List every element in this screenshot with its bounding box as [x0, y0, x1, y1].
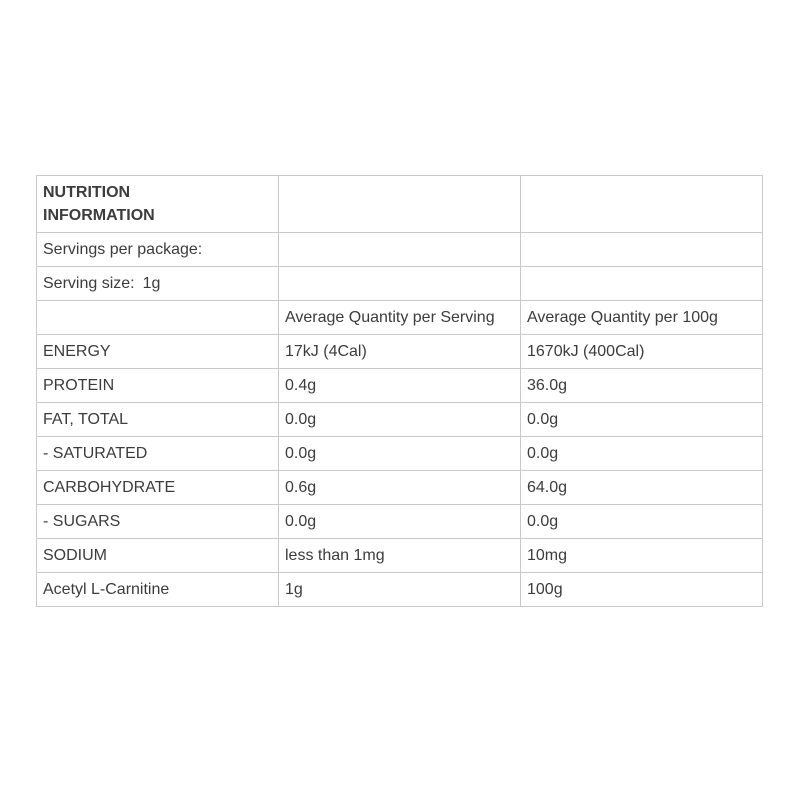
serving-size-row — [37, 267, 763, 301]
empty-cell — [279, 233, 521, 267]
value-per-serving: 0.0g — [279, 403, 521, 437]
table-row — [37, 505, 763, 539]
value-per-100g: 64.0g — [521, 471, 763, 505]
value-per-100g: 36.0g — [521, 369, 763, 403]
empty-cell — [521, 233, 763, 267]
empty-cell — [37, 301, 279, 335]
header-per-100g: Average Quantity per 100g — [521, 301, 763, 335]
servings-per-package-label: Servings per package: — [37, 233, 279, 267]
nutrient-name: ENERGY — [37, 335, 279, 369]
value-per-serving: 0.0g — [279, 505, 521, 539]
table-row — [37, 437, 763, 471]
value-per-100g: 0.0g — [521, 403, 763, 437]
value-per-100g: 0.0g — [521, 437, 763, 471]
serving-size-cell — [37, 267, 279, 301]
value-per-100g: 0.0g — [521, 505, 763, 539]
nutrient-name: - SATURATED — [37, 437, 279, 471]
title-row — [37, 176, 763, 233]
table-title — [37, 176, 279, 233]
nutrient-name: PROTEIN — [37, 369, 279, 403]
column-header-row — [37, 301, 763, 335]
value-per-serving: 0.0g — [279, 437, 521, 471]
value-per-serving: 0.6g — [279, 471, 521, 505]
value-per-100g: 100g — [521, 573, 763, 607]
title-line-2: INFORMATION — [43, 207, 155, 224]
table-row — [37, 471, 763, 505]
value-per-100g: 1670kJ (400Cal) — [521, 335, 763, 369]
nutrition-table — [36, 175, 763, 607]
empty-cell — [521, 176, 763, 233]
nutrient-name: SODIUM — [37, 539, 279, 573]
table-row — [37, 573, 763, 607]
value-per-serving: 17kJ (4Cal) — [279, 335, 521, 369]
empty-cell — [279, 176, 521, 233]
value-per-serving: less than 1mg — [279, 539, 521, 573]
table-row — [37, 335, 763, 369]
value-per-serving: 0.4g — [279, 369, 521, 403]
serving-size-value: 1g — [142, 275, 161, 292]
value-per-100g: 10mg — [521, 539, 763, 573]
nutrient-name: CARBOHYDRATE — [37, 471, 279, 505]
serving-size-label: Serving size: — [43, 275, 135, 292]
table-row — [37, 403, 763, 437]
empty-cell — [279, 267, 521, 301]
table-row — [37, 369, 763, 403]
nutrient-name: FAT, TOTAL — [37, 403, 279, 437]
nutrient-name: - SUGARS — [37, 505, 279, 539]
servings-per-package-row — [37, 233, 763, 267]
title-line-1: NUTRITION — [43, 184, 131, 201]
value-per-serving: 1g — [279, 573, 521, 607]
header-per-serving: Average Quantity per Serving — [279, 301, 521, 335]
nutrient-name: Acetyl L-Carnitine — [37, 573, 279, 607]
table-row — [37, 539, 763, 573]
empty-cell — [521, 267, 763, 301]
